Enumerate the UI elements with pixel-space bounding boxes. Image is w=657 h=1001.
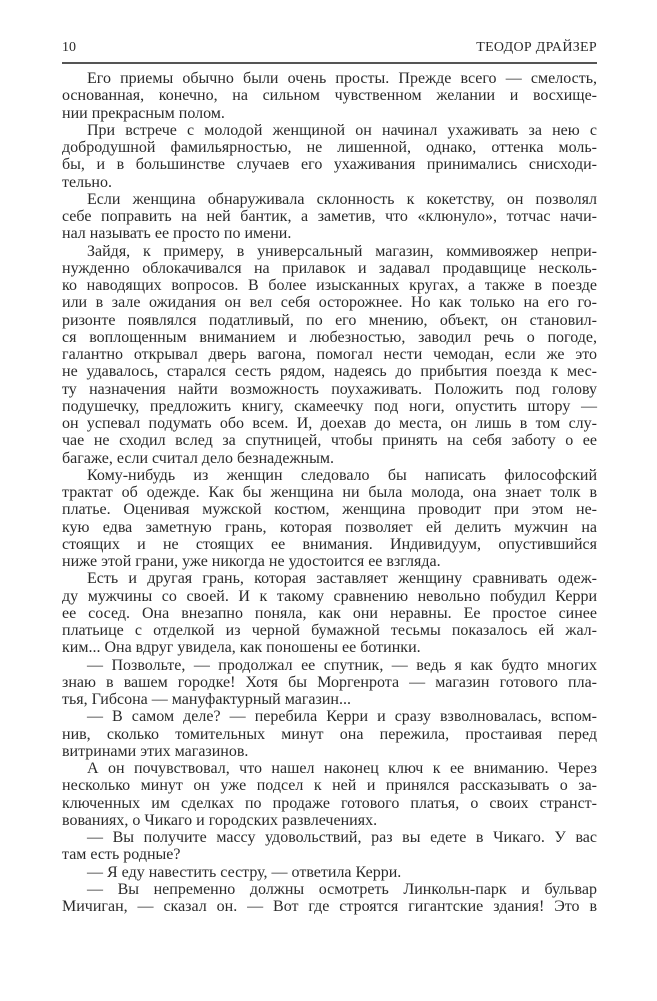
paragraph [62, 467, 597, 571]
text-line: кую едва заметную грань, которая позволяет ей делить мужчин на [62, 518, 597, 536]
paragraph [62, 829, 597, 864]
text-line: ее сосед. Она внезапно поняла, как они неравны. Ее простое синее [62, 604, 597, 622]
paragraph [62, 70, 597, 122]
text-line: — Вы получите массу удовольствий, раз вы едете в Чикаго. У вас [87, 829, 597, 846]
text-line: знаю в вашем городке! Хотя бы Моргенрота — магазин готового пла- [62, 673, 597, 691]
text-line: несколько минут он уже подсел к ней и принялся рассказывать о за- [62, 777, 597, 795]
text-line: он успевал подумать обо всем. И, доехав до места, он лишь в том слу- [62, 415, 597, 432]
text-line: ду мужчины со своей. И к такому сравнению невольно побудил Керри [62, 587, 597, 605]
text-line: трактат об одежде. Как бы женщина ни была молода, она знает толк в [62, 484, 597, 501]
paragraph [62, 657, 597, 709]
text-line: — В самом деле? — перебила Керри и сразу взволновалась, вспом- [87, 708, 597, 726]
text-line: витринами этих магазинов. [62, 742, 249, 760]
text-line: Зайдя, к примеру, в универсальный магазин, коммивояжер непри- [87, 242, 597, 260]
text-line: Кому-нибудь из женщин следовало бы написать философский [87, 466, 597, 484]
text-line: Есть и другая грань, которая заставляет женщину сравнивать одеж- [87, 570, 597, 588]
text-line: — Позвольте, — продолжал ее спутник, — ведь я как будто многих [87, 656, 597, 674]
text-line: нив, сколько томительных минут она пережила, простаивая перед [62, 725, 597, 743]
running-title: ТЕОДОР ДРАЙЗЕР [476, 40, 597, 55]
page-number: 10 [62, 40, 76, 55]
text-line: нужденно облокачивался на прилавок и задавал продавщице несколь- [62, 259, 597, 277]
text-line: тья, Гибсона — мануфактурный магазин... [62, 691, 351, 708]
text-line: платье. Оценивая мужской костюм, женщина проводит при этом не- [62, 501, 597, 519]
text-line: добродушной фамильярностью, не лишенной, однако, оттенка моль- [62, 139, 597, 156]
text-line: ким... Она вдруг увидела, как поношены ее ботинки. [62, 639, 421, 657]
text-line: багаже, если считал дело безнадежным. [62, 449, 334, 467]
text-line: или в зале ожидания он вел себя осторожнее. Но как только на его го- [62, 294, 597, 312]
text-line: А он почувствовал, что нашел наконец ключ к ее вниманию. Через [87, 760, 597, 777]
text-line: Если женщина обнаруживала склонность к кокетству, он позволял [87, 190, 597, 208]
text-line: подушечку, предложить книгу, скамеечку под ноги, опустить штору — [62, 397, 597, 415]
text-line: себе поправить на ней бантик, а заметив, что «клюнуло», тотчас начи- [62, 208, 597, 225]
text-line: тельно. [62, 173, 112, 191]
running-header [62, 40, 597, 60]
text-line: ту назначения найти возможность поухаживать. Положить под голову [62, 380, 597, 398]
paragraph [62, 864, 597, 881]
text-line: ризонте появлялся податливый, по его мнению, объект, он становил- [62, 311, 597, 329]
text-line: — Вы непременно должны осмотреть Линкольн-парк и бульвар [87, 880, 597, 898]
paragraph [62, 243, 597, 467]
text-line: ся воплощенным вниманием и любезностью, заводил речь о погоде, [62, 328, 597, 346]
paragraph [62, 570, 597, 656]
paragraph [62, 760, 597, 829]
paragraph [62, 708, 597, 760]
text-line: не удавалось, старался сесть рядом, надеясь до прибытия поезда к мес- [62, 363, 597, 381]
text-line: При встрече с молодой женщиной он начинал ухаживать за нею с [87, 121, 597, 139]
text-line: галантно открывал дверь вагона, помогал нести чемодан, если же это [62, 346, 597, 363]
page-body [62, 70, 597, 915]
text-line: вованиях, о Чикаго и городских развлечениях. [62, 811, 378, 829]
text-line: ниже этой грани, уже никогда не удостоится ее взгляда. [62, 553, 441, 570]
paragraph [62, 881, 597, 916]
text-line: ко наводящих вопросов. В более изысканных кругах, а также в поезде [62, 277, 597, 294]
paragraph [62, 122, 597, 191]
header-rule [62, 62, 597, 64]
text-line: бы, и в большинстве случаев его ухаживания принимались снисходи- [62, 156, 597, 174]
text-line: нии прекрасным полом. [62, 104, 225, 122]
text-line: стоящих и не стоящих ее внимания. Индивидуум, опустившийся [62, 535, 597, 553]
text-line: чае не сходил вслед за спутницей, чтобы принять на себя заботу о ее [62, 432, 597, 450]
text-line: нал называть ее просто по имени. [62, 225, 292, 243]
text-line: Его приемы обычно были очень просты. Прежде всего — смелость, [87, 70, 597, 87]
text-line: Мичиган, — сказал он. — Вот где строятся гигантские здания! Это в [62, 898, 597, 915]
text-line: платьице с отделкой из черной бумажной тесьмы показалось ей жал- [62, 622, 597, 639]
text-line: ключенных им сделках по продаже готового платья, о своих странст- [62, 794, 597, 812]
text-line: основанная, конечно, на сильном чувственном желании и восхище- [62, 87, 597, 105]
text-line: — Я еду навестить сестру, — ответила Керри. [87, 863, 402, 881]
paragraph [62, 191, 597, 243]
text-line: там есть родные? [62, 846, 181, 864]
